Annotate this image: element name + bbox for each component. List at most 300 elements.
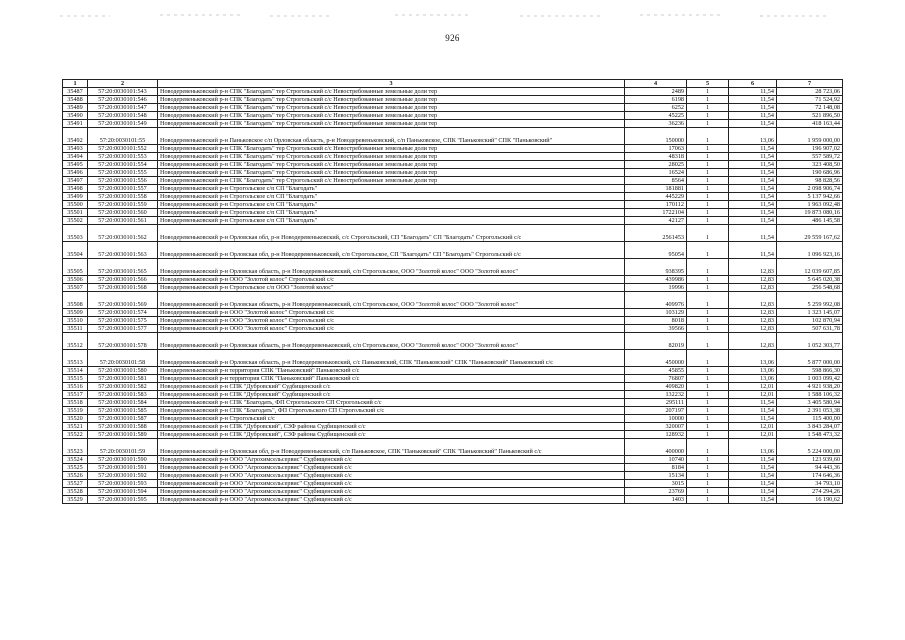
area-value: 8018 (625, 317, 687, 325)
area-value: 3015 (625, 480, 687, 488)
table-row (63, 488, 843, 496)
area-value: 42127 (625, 217, 687, 225)
table-row (63, 415, 843, 423)
rate-value: 11,54 (729, 169, 777, 177)
rate-value: 12,83 (729, 259, 777, 276)
count-value: 1 (687, 325, 729, 333)
cadastral-number: 57:20:0030101:560 (88, 209, 158, 217)
count-value: 1 (687, 185, 729, 193)
rate-value: 12,01 (729, 431, 777, 439)
location-description: Новодеревеньковский р-н СПК "Дубровский" Судбищенский с/с (158, 383, 625, 391)
count-value: 1 (687, 276, 729, 284)
row-number: 35506 (63, 276, 88, 284)
count-value: 1 (687, 488, 729, 496)
row-number: 35521 (63, 423, 88, 431)
page-number: 926 (445, 33, 460, 43)
cadastral-value: 3 405 580,94 (777, 399, 843, 407)
rate-value: 11,54 (729, 153, 777, 161)
rate-value: 11,54 (729, 112, 777, 120)
cadastral-value: 123 939,60 (777, 456, 843, 464)
table-row (63, 161, 843, 169)
cadastral-number: 57:20:0030101:575 (88, 317, 158, 325)
row-number: 35493 (63, 145, 88, 153)
rate-value: 11,54 (729, 472, 777, 480)
location-description: Новодеревеньковский р-н Строгольское с/п СП "Благодать" (158, 217, 625, 225)
rate-value: 11,54 (729, 407, 777, 415)
count-value: 1 (687, 209, 729, 217)
table-row (63, 276, 843, 284)
row-number: 35517 (63, 391, 88, 399)
cadastral-number: 57:20:0030101:58 (88, 350, 158, 367)
table-row (63, 88, 843, 96)
cadastral-value: 28 723,06 (777, 88, 843, 96)
cadastral-number: 57:20:0030101:547 (88, 104, 158, 112)
count-value: 1 (687, 375, 729, 383)
table-row (63, 259, 843, 276)
cadastral-number: 57:20:0030101:562 (88, 225, 158, 242)
count-value: 1 (687, 145, 729, 153)
table-row (63, 399, 843, 407)
count-value: 1 (687, 242, 729, 259)
location-description: Новодеревеньковский р-н Орловская обл, р-н Новодеревеньковский, с/п Паньковское, СПК "Паньковский" СПК "Паньковский" Паньковский с/с (158, 439, 625, 456)
location-description: Новодеревеньковский р-н Строгольское с/п СП "Благодать" (158, 201, 625, 209)
cadastral-number: 57:20:0030101:578 (88, 333, 158, 350)
count-value: 1 (687, 120, 729, 128)
count-value: 1 (687, 407, 729, 415)
table-row (63, 472, 843, 480)
row-number: 35502 (63, 217, 88, 225)
row-number: 35505 (63, 259, 88, 276)
rate-value: 11,54 (729, 415, 777, 423)
count-value: 1 (687, 112, 729, 120)
row-number: 35523 (63, 439, 88, 456)
location-description: Новодеревеньковский р-н Орловская область, р-н Новодеревеньковский, с/п Строгольское, ООО "Золотой колос" ООО "Золотой колос" (158, 333, 625, 350)
table-row (63, 96, 843, 104)
location-description: Новодеревеньковский р-н СПК "Благодать" тер Строгольский с/с Невостребованные земельные доли тер (158, 161, 625, 169)
row-number: 35520 (63, 415, 88, 423)
area-value: 6252 (625, 104, 687, 112)
table-row (63, 209, 843, 217)
rate-value: 13,06 (729, 350, 777, 367)
rate-value: 12,83 (729, 333, 777, 350)
table-row (63, 325, 843, 333)
cadastral-value: 2 098 906,74 (777, 185, 843, 193)
rate-value: 11,54 (729, 456, 777, 464)
count-value: 1 (687, 284, 729, 292)
area-value: 103129 (625, 309, 687, 317)
row-number: 35526 (63, 472, 88, 480)
rate-value: 11,54 (729, 185, 777, 193)
row-number: 35500 (63, 201, 88, 209)
area-value: 409976 (625, 292, 687, 309)
rate-value: 11,54 (729, 217, 777, 225)
row-number: 35497 (63, 177, 88, 185)
row-number: 35516 (63, 383, 88, 391)
rate-value: 11,54 (729, 104, 777, 112)
count-value: 1 (687, 292, 729, 309)
cadastral-number: 57:20:0030101:583 (88, 391, 158, 399)
cadastral-value: 1 323 145,07 (777, 309, 843, 317)
cadastral-value: 5 877 000,00 (777, 350, 843, 367)
location-description: Новодеревеньковский р-н ООО "Золотой колос" Строгольский с/с (158, 325, 625, 333)
count-value: 1 (687, 309, 729, 317)
location-description: Новодеревеньковский р-н ООО "Агрохимсельсервис" Судбищенский с/с (158, 464, 625, 472)
location-description: Новодеревеньковский р-н Строгольское с/п ООО "Золотой колос" (158, 284, 625, 292)
cadastral-value: 274 294,26 (777, 488, 843, 496)
area-value: 295111 (625, 399, 687, 407)
row-number: 35510 (63, 317, 88, 325)
area-value: 8564 (625, 177, 687, 185)
table-row (63, 292, 843, 309)
rate-value: 11,54 (729, 120, 777, 128)
rate-value: 11,54 (729, 464, 777, 472)
location-description: Новодеревеньковский р-н территория СПК "Паньковский" Паньковский с/с (158, 375, 625, 383)
area-value: 15134 (625, 472, 687, 480)
cadastral-value: 196 907,02 (777, 145, 843, 153)
table-row (63, 169, 843, 177)
rate-value: 11,54 (729, 193, 777, 201)
table-row (63, 284, 843, 292)
location-description: Новодеревеньковский р-н Строгольский с/с (158, 415, 625, 423)
rate-value: 13,06 (729, 439, 777, 456)
table-row (63, 333, 843, 350)
table-row (63, 201, 843, 209)
rate-value: 11,54 (729, 488, 777, 496)
cadastral-number: 57:20:0030101:591 (88, 464, 158, 472)
location-description: Новодеревеньковский р-н ООО "Агрохимсельсервис" Судбищенский с/с (158, 496, 625, 504)
area-value: 181881 (625, 185, 687, 193)
location-description: Новодеревеньковский р-н СПК "Дубровский", СЗФ района Судбищенский с/с (158, 423, 625, 431)
cadastral-number: 57:20:0030101:580 (88, 367, 158, 375)
table-row (63, 193, 843, 201)
location-description: Новодеревеньковский р-н СПК "Благодать" тер Строгольский с/с Невостребованные земельные доли тер (158, 169, 625, 177)
rate-value: 11,54 (729, 496, 777, 504)
count-value: 1 (687, 456, 729, 464)
row-number: 35529 (63, 496, 88, 504)
cadastral-number: 57:20:0030101:59 (88, 439, 158, 456)
rate-value: 12,83 (729, 309, 777, 317)
area-value: 170112 (625, 201, 687, 209)
area-value: 45855 (625, 367, 687, 375)
cadastral-value: 5 137 942,66 (777, 193, 843, 201)
table-row (63, 309, 843, 317)
column-header: 2 (88, 80, 158, 88)
row-number: 35504 (63, 242, 88, 259)
rate-value: 12,83 (729, 317, 777, 325)
table-row (63, 145, 843, 153)
count-value: 1 (687, 317, 729, 325)
location-description: Новодеревеньковский р-н СПК "Дубровский" Судбищенский с/с (158, 391, 625, 399)
cadastral-value: 115 400,00 (777, 415, 843, 423)
area-value: 6198 (625, 96, 687, 104)
location-description: Новодеревеньковский р-н ООО "Агрохимсельсервис" Судбищенский с/с (158, 472, 625, 480)
count-value: 1 (687, 439, 729, 456)
count-value: 1 (687, 225, 729, 242)
location-description: Новодеревеньковский р-н СПК "Дубровский", СЗФ района Судбищенский с/с (158, 431, 625, 439)
row-number: 35509 (63, 309, 88, 317)
rate-value: 11,54 (729, 242, 777, 259)
rate-value: 11,54 (729, 209, 777, 217)
cadastral-value: 5 645 020,38 (777, 276, 843, 284)
row-number: 35499 (63, 193, 88, 201)
location-description: Новодеревеньковский р-н СПК "Благодать", ФП Строгольского СП Строгольский с/с (158, 407, 625, 415)
cadastral-number: 57:20:0030101:577 (88, 325, 158, 333)
cadastral-value: 557 589,72 (777, 153, 843, 161)
rate-value: 12,01 (729, 423, 777, 431)
location-description: Новодеревеньковский р-н ООО "Золотой колос" Строгольский с/с (158, 317, 625, 325)
location-description: Новодеревеньковский р-н СПК "Благодать" тер Строгольский с/с Невостребованные земельные доли тер (158, 88, 625, 96)
table-row (63, 128, 843, 145)
cadastral-number: 57:20:0030101:585 (88, 407, 158, 415)
cadastral-value: 4 921 938,20 (777, 383, 843, 391)
row-number: 35495 (63, 161, 88, 169)
cadastral-value: 1 003 099,42 (777, 375, 843, 383)
area-value: 17063 (625, 145, 687, 153)
cadastral-value: 190 686,96 (777, 169, 843, 177)
table-row (63, 367, 843, 375)
cadastral-value: 1 963 092,48 (777, 201, 843, 209)
cadastral-value: 1 096 923,16 (777, 242, 843, 259)
location-description: Новодеревеньковский р-н ООО "Золотой колос" Строгольский с/с (158, 276, 625, 284)
cadastral-number: 57:20:0030101:561 (88, 217, 158, 225)
location-description: Новодеревеньковский р-н СПК "Благодать" тер Строгольский с/с Невостребованные земельные доли тер (158, 104, 625, 112)
area-value: 16524 (625, 169, 687, 177)
cadastral-number: 57:20:0030101:543 (88, 88, 158, 96)
location-description: Новодеревеньковский р-н Орловская область, р-н Новодеревеньковский, с/п Строгольское, ООО "Золотой колос" ООО "Золотой колос" (158, 259, 625, 276)
area-value: 19996 (625, 284, 687, 292)
column-header: 5 (687, 80, 729, 88)
rate-value: 11,54 (729, 161, 777, 169)
count-value: 1 (687, 464, 729, 472)
area-value: 400000 (625, 439, 687, 456)
cadastral-number: 57:20:0030101:582 (88, 383, 158, 391)
row-number: 35491 (63, 120, 88, 128)
table-row (63, 242, 843, 259)
rate-value: 13,06 (729, 367, 777, 375)
rate-value: 13,06 (729, 375, 777, 383)
cadastral-value: 507 631,78 (777, 325, 843, 333)
location-description: Новодеревеньковский р-н СПК "Благодать" тер Строгольский с/с Невостребованные земельные доли тер (158, 145, 625, 153)
row-number: 35528 (63, 488, 88, 496)
location-description: Новодеревеньковский р-н СПК "Благодать" тер Строгольский с/с Невостребованные земельные доли тер (158, 120, 625, 128)
row-number: 35514 (63, 367, 88, 375)
cadastral-number: 57:20:0030101:558 (88, 193, 158, 201)
area-value: 128932 (625, 431, 687, 439)
area-value: 450000 (625, 350, 687, 367)
rate-value: 12,01 (729, 391, 777, 399)
location-description: Новодеревеньковский р-н территория СПК "Паньковский" Паньковский с/с (158, 367, 625, 375)
count-value: 1 (687, 104, 729, 112)
location-description: Новодеревеньковский р-н Орловская область, р-н Новодеревеньковский, с/п Строгольское, ООО "Золотой колос" ООО "Золотой колос" (158, 292, 625, 309)
row-number: 35525 (63, 464, 88, 472)
row-number: 35494 (63, 153, 88, 161)
count-value: 1 (687, 333, 729, 350)
cadastral-value: 486 145,58 (777, 217, 843, 225)
cadastral-value: 3 843 284,07 (777, 423, 843, 431)
table-row (63, 383, 843, 391)
count-value: 1 (687, 96, 729, 104)
cadastral-number: 57:20:0030101:554 (88, 161, 158, 169)
rate-value: 12,83 (729, 276, 777, 284)
count-value: 1 (687, 472, 729, 480)
area-value: 23769 (625, 488, 687, 496)
location-description: Новодеревеньковский р-н СПК "Благодать" тер Строгольский с/с Невостребованные земельные доли тер (158, 96, 625, 104)
cadastral-value: 5 259 992,08 (777, 292, 843, 309)
table-row (63, 177, 843, 185)
row-number: 35503 (63, 225, 88, 242)
count-value: 1 (687, 217, 729, 225)
cadastral-number: 57:20:0030101:546 (88, 96, 158, 104)
table-row (63, 439, 843, 456)
row-number: 35522 (63, 431, 88, 439)
area-value: 1403 (625, 496, 687, 504)
cadastral-value: 94 443,36 (777, 464, 843, 472)
row-number: 35527 (63, 480, 88, 488)
area-value: 95054 (625, 242, 687, 259)
count-value: 1 (687, 193, 729, 201)
cadastral-number: 57:20:0030101:549 (88, 120, 158, 128)
count-value: 1 (687, 415, 729, 423)
area-value: 36236 (625, 120, 687, 128)
cadastral-number: 57:20:0030101:574 (88, 309, 158, 317)
cadastral-number: 57:20:0030101:581 (88, 375, 158, 383)
rate-value: 12,01 (729, 383, 777, 391)
cadastral-number: 57:20:0030101:589 (88, 431, 158, 439)
table-row (63, 317, 843, 325)
row-number: 35498 (63, 185, 88, 193)
cadastral-number: 57:20:0030101:584 (88, 399, 158, 407)
table-row (63, 480, 843, 488)
cadastral-value: 256 548,68 (777, 284, 843, 292)
rate-value: 11,54 (729, 145, 777, 153)
rate-value: 11,54 (729, 177, 777, 185)
cadastral-value: 72 148,08 (777, 104, 843, 112)
table-row (63, 225, 843, 242)
row-number: 35511 (63, 325, 88, 333)
count-value: 1 (687, 169, 729, 177)
area-value: 45225 (625, 112, 687, 120)
area-value: 1722104 (625, 209, 687, 217)
row-number: 35501 (63, 209, 88, 217)
cadastral-number: 57:20:0030101:587 (88, 415, 158, 423)
cadastral-number: 57:20:0030101:565 (88, 259, 158, 276)
count-value: 1 (687, 161, 729, 169)
rate-value: 11,54 (729, 201, 777, 209)
row-number: 35518 (63, 399, 88, 407)
location-description: Новодеревеньковский р-н ООО "Агрохимсельсервис" Судбищенский с/с (158, 488, 625, 496)
area-value: 445229 (625, 193, 687, 201)
row-number: 35513 (63, 350, 88, 367)
cadastral-number: 57:20:0030101:557 (88, 185, 158, 193)
row-number: 35487 (63, 88, 88, 96)
count-value: 1 (687, 391, 729, 399)
location-description: Новодеревеньковский р-н ООО "Агрохимсельсервис" Судбищенский с/с (158, 456, 625, 464)
rate-value: 11,54 (729, 225, 777, 242)
cadastral-value: 1 959 000,00 (777, 128, 843, 145)
rate-value: 11,54 (729, 96, 777, 104)
row-number: 35515 (63, 375, 88, 383)
column-header: 3 (158, 80, 625, 88)
rate-value: 12,83 (729, 325, 777, 333)
count-value: 1 (687, 259, 729, 276)
rate-value: 12,83 (729, 284, 777, 292)
area-value: 938395 (625, 259, 687, 276)
cadastral-number: 57:20:0030101:594 (88, 488, 158, 496)
cadastral-number: 57:20:0030101:553 (88, 153, 158, 161)
cadastral-number: 57:20:0030101:568 (88, 284, 158, 292)
table-header-row (63, 80, 843, 88)
row-number: 35496 (63, 169, 88, 177)
cadastral-value: 12 039 607,85 (777, 259, 843, 276)
count-value: 1 (687, 383, 729, 391)
area-value: 207197 (625, 407, 687, 415)
cadastral-value: 5 224 000,00 (777, 439, 843, 456)
cadastral-number: 57:20:0030101:595 (88, 496, 158, 504)
cadastral-value: 174 646,36 (777, 472, 843, 480)
count-value: 1 (687, 201, 729, 209)
count-value: 1 (687, 153, 729, 161)
count-value: 1 (687, 367, 729, 375)
column-header: 6 (729, 80, 777, 88)
table-row (63, 375, 843, 383)
cadastral-value: 323 408,50 (777, 161, 843, 169)
cadastral-number: 57:20:0030101:569 (88, 292, 158, 309)
location-description: Новодеревеньковский р-н Орловская обл, р-н Новодеревеньковский, с/с Строгольский, СП "Благодать" СП "Благодать" Строгольский с/с (158, 225, 625, 242)
cadastral-number: 57:20:0030101:593 (88, 480, 158, 488)
count-value: 1 (687, 496, 729, 504)
cadastral-value: 1 052 303,77 (777, 333, 843, 350)
table-row (63, 185, 843, 193)
location-description: Новодеревеньковский р-н Орловская обл, р-н Новодеревеньковский, с/п Строгольское, СП "Благодать" СП "Благодать" Строгольский с/с (158, 242, 625, 259)
cadastral-value: 29 559 167,62 (777, 225, 843, 242)
count-value: 1 (687, 480, 729, 488)
area-value: 76807 (625, 375, 687, 383)
cadastral-number: 57:20:0030101:556 (88, 177, 158, 185)
cadastral-value: 418 163,44 (777, 120, 843, 128)
area-value: 82019 (625, 333, 687, 350)
area-value: 2561453 (625, 225, 687, 242)
cadastral-value: 19 873 080,16 (777, 209, 843, 217)
rate-value: 11,54 (729, 88, 777, 96)
area-value: 48318 (625, 153, 687, 161)
location-description: Новодеревеньковский р-н СПК "Благодать" тер Строгольский с/с Невостребованные земельные доли тер (158, 153, 625, 161)
column-header: 4 (625, 80, 687, 88)
table-row (63, 153, 843, 161)
area-value: 132232 (625, 391, 687, 399)
cadastral-number: 57:20:0030101:590 (88, 456, 158, 464)
cadastral-number: 57:20:0030101:592 (88, 472, 158, 480)
location-description: Новодеревеньковский р-н Строгольское с/п СП "Благодать" (158, 193, 625, 201)
cadastral-value: 1 588 106,32 (777, 391, 843, 399)
register-table (62, 79, 843, 504)
rate-value: 11,54 (729, 480, 777, 488)
count-value: 1 (687, 128, 729, 145)
cadastral-number: 57:20:0030101:563 (88, 242, 158, 259)
cadastral-value: 598 866,30 (777, 367, 843, 375)
area-value: 439986 (625, 276, 687, 284)
location-description: Новодеревеньковский р-н Орловская область, р-н Новодеревеньковский, с/с Паньковский, СПК "Паньковский" СПК "Паньковский" Паньковский с/с (158, 350, 625, 367)
cadastral-number: 57:20:0030101:548 (88, 112, 158, 120)
rate-value: 11,54 (729, 399, 777, 407)
area-value: 150000 (625, 128, 687, 145)
row-number: 35492 (63, 128, 88, 145)
table-row (63, 496, 843, 504)
table-row (63, 431, 843, 439)
location-description: Новодеревеньковский р-н СПК "Благодать" тер Строгольский с/с Невостребованные земельные доли тер (158, 177, 625, 185)
cadastral-value: 98 828,56 (777, 177, 843, 185)
count-value: 1 (687, 350, 729, 367)
cadastral-value: 1 548 473,32 (777, 431, 843, 439)
